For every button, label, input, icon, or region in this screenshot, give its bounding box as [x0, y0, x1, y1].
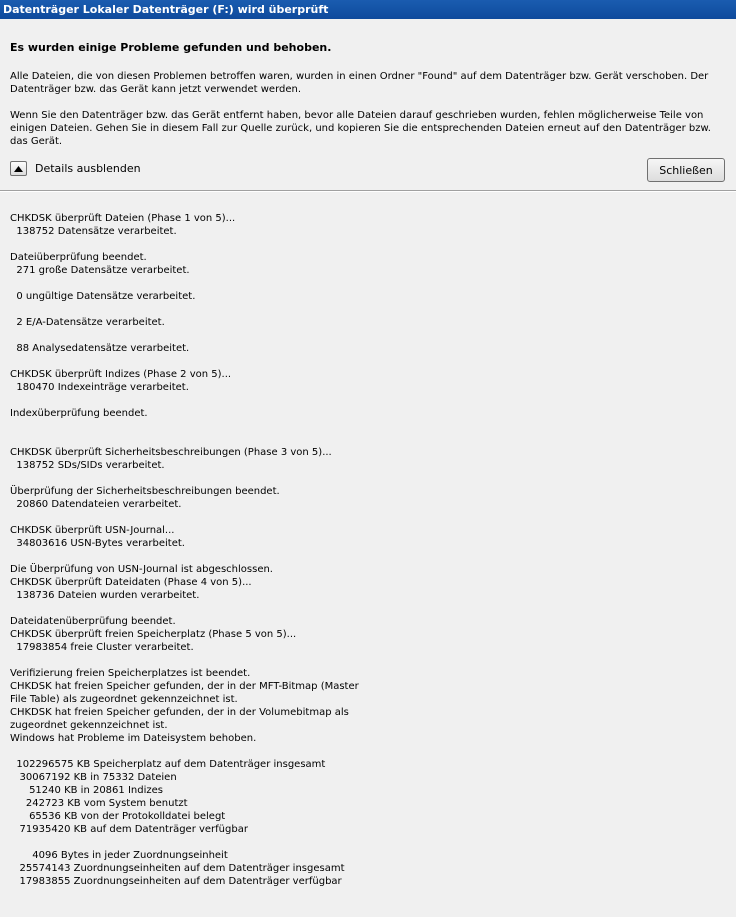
collapse-details-button[interactable]: [10, 161, 27, 176]
window-title-bar: [0, 0, 736, 19]
details-divider: [0, 190, 736, 191]
details-label[interactable]: Details ausblenden: [35, 162, 141, 175]
result-paragraph-1: Alle Dateien, die von diesen Problemen betroffen waren, wurden in einen Ordner "Found" auf dem Datenträger bzw. Gerät verschoben. Der Datenträger bzw. das Gerät kann jetzt verwendet werden.: [10, 71, 709, 95]
chkdsk-log: CHKDSK überprüft Dateien (Phase 1 von 5)... 138752 Datensätze verarbeitet. Dateiüberprüfung beendet. 271 große Datensätze verarbeitet. 0 ungültige Datensätze verarbeitet. 2 E/A-Datensätze verarbeitet. 88 Analysedatensätze verarbeitet. CHKDSK überprüft Indizes (Phase 2 von 5)... 180470 Indexeinträge verarbeitet. Indexüberprüfung beendet. CHKDSK überprüft Sicherheitsbeschreibungen (Phase 3 von 5)... 138752 SDs/SIDs verarbeitet. Überprüfung der Sicherheitsbeschreibungen beendet. 20860 Datendateien verarbeitet. CHKDSK überprüft USN-Journal... 34803616 USN-Bytes verarbeitet. Die Überprüfung von USN-Journal ist abgeschlossen. CHKDSK überprüft Dateidaten (Phase 4 von 5)... 138736 Dateien wurden verarbeitet. Dateidatenüberprüfung beendet. CHKDSK überprüft freien Speicherplatz (Phase 5 von 5)... 17983854 freie Cluster verarbeitet. Verifizierung freien Speicherplatzes ist beendet. CHKDSK hat freien Speicher gefunden, der in der MFT-Bitmap (Master File Table) als zugeordnet gekennzeichnet ist. CHKDSK hat freien Speicher gefunden, der in der Volumebitmap als zugeordnet gekennzeichnet ist. Windows hat Probleme im Dateisystem behoben. 102296575 KB Speicherplatz auf dem Datenträger insgesamt 30067192 KB in 75332 Dateien 51240 KB in 20861 Indizes 242723 KB vom System benutzt 65536 KB von der Protokolldatei belegt 71935420 KB auf dem Datenträger verfügbar 4096 Bytes in jeder Zuordnungseinheit 25574143 Zuordnungseinheiten auf dem Datenträger insgesamt 17983855 Zuordnungseinheiten auf dem Datenträger verfügbar: [10, 213, 359, 887]
details-toggle[interactable]: [10, 161, 141, 176]
triangle-up-icon: [14, 166, 23, 172]
result-heading: Es wurden einige Probleme gefunden und behoben.: [10, 41, 332, 54]
result-paragraph-2: Wenn Sie den Datenträger bzw. das Gerät entfernt haben, bevor alle Dateien darauf geschrieben wurden, fehlen möglicherweise Teile von einigen Dateien. Gehen Sie in diesem Fall zur Quelle zurück, und kopieren Sie die entsprechenden Dateien erneut auf den Datenträger bzw. das Gerät.: [10, 110, 711, 147]
window-title: Datenträger Lokaler Datenträger (F:) wird überprüft: [3, 3, 329, 16]
close-button[interactable]: Schließen: [647, 158, 725, 182]
